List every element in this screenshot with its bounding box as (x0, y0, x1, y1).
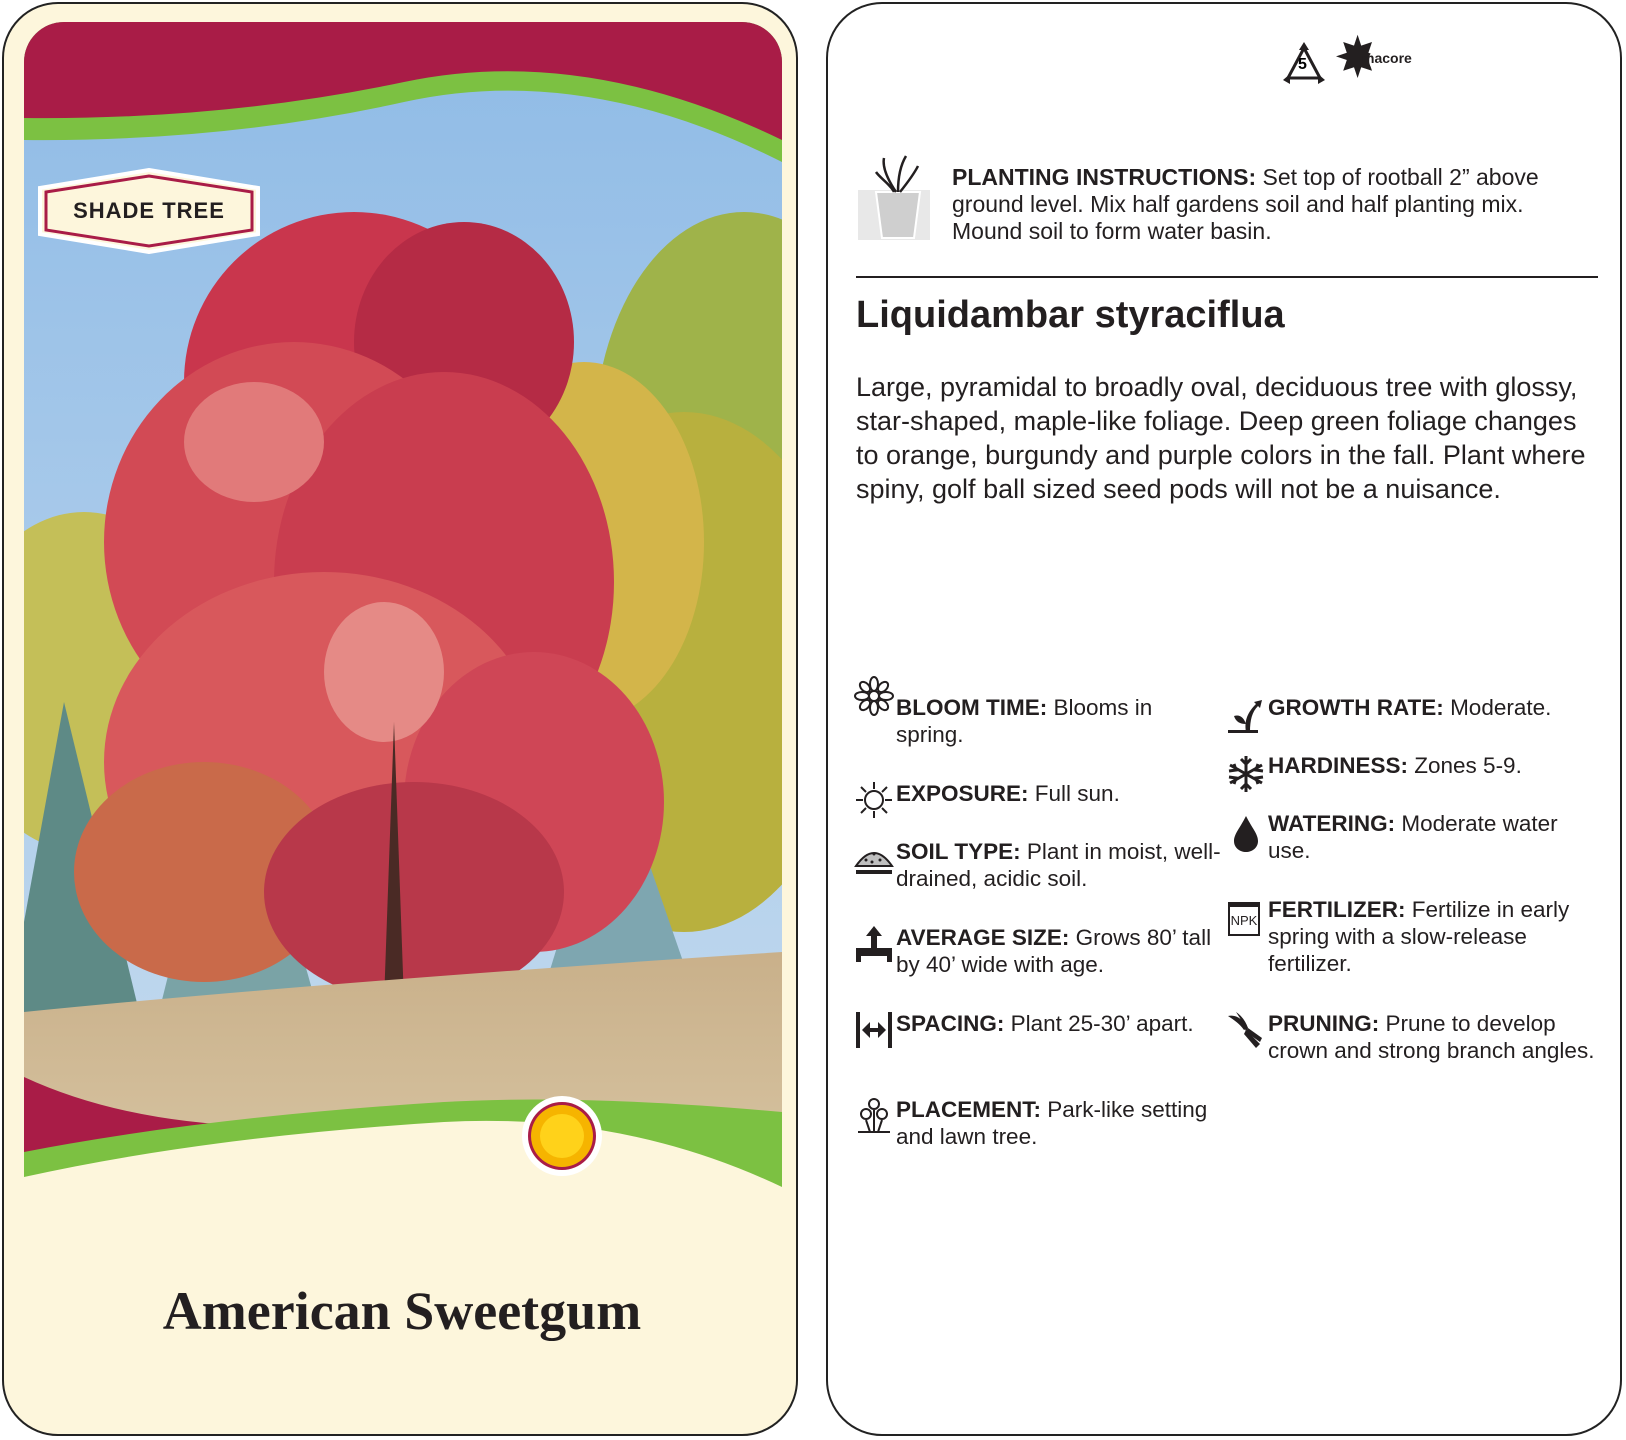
attr-hardiness (1268, 752, 1598, 779)
attr-average-size (896, 924, 1226, 978)
attr-label: BLOOM TIME: (896, 695, 1048, 720)
water-drop-icon (1226, 814, 1266, 854)
spacing-icon (854, 1010, 894, 1050)
attr-value: Moderate water use. (1268, 811, 1558, 863)
size-icon (854, 924, 894, 964)
npk-icon: NPK (1228, 902, 1260, 936)
attr-exposure (896, 780, 1226, 807)
attr-value: Grows 80’ tall by 40’ wide with age. (896, 925, 1212, 977)
attr-value: Full sun. (1028, 781, 1120, 806)
attr-fertilizer (1268, 896, 1598, 977)
soil-icon (854, 838, 894, 878)
front-card (2, 2, 798, 1436)
logos (1278, 30, 1418, 90)
snowflake-icon (1226, 754, 1266, 794)
description: Large, pyramidal to broadly oval, deciduous tree with glossy, star-shaped, maple-like foliage. Deep green foliage changes to orange, burgundy and purple colors in the fall. Plant where spiny, golf ball sized seed pods will not be a nuisance. (856, 372, 1586, 504)
attr-growth-rate (1268, 694, 1598, 721)
attr-value: Plant in moist, well-drained, acidic soil. (896, 839, 1221, 891)
sun-outline-icon (854, 780, 894, 820)
attr-label: EXPOSURE: (896, 781, 1029, 806)
category-badge (36, 168, 262, 254)
pruners-icon (1226, 1010, 1266, 1050)
attr-placement (896, 1096, 1226, 1150)
attr-label: PLACEMENT: (896, 1097, 1041, 1122)
attr-value: Blooms in spring. (896, 695, 1153, 747)
attr-label: SPACING: (896, 1011, 1005, 1036)
attr-value: Zones 5-9. (1408, 753, 1522, 778)
planting-pot-icon (858, 152, 930, 248)
flower-icon (854, 676, 894, 716)
attr-label: HARDINESS: (1268, 753, 1409, 778)
attr-label: GROWTH RATE: (1268, 695, 1444, 720)
attr-label: FERTILIZER: (1268, 897, 1406, 922)
attr-spacing (896, 1010, 1226, 1037)
growth-icon (1226, 694, 1266, 734)
attr-bloom-time (896, 694, 1226, 748)
attr-label: WATERING: (1268, 811, 1396, 836)
recycle-number: 5 (1298, 56, 1307, 73)
divider (856, 276, 1598, 278)
planting-label: PLANTING INSTRUCTIONS: (952, 164, 1257, 190)
attr-label: PRUNING: (1268, 1011, 1380, 1036)
brand-logo: macore (1362, 50, 1412, 66)
attr-value: Plant 25-30’ apart. (1004, 1011, 1194, 1036)
planting-instructions (952, 164, 1592, 245)
badge-label: SHADE TREE (73, 198, 225, 223)
attr-label: SOIL TYPE: (896, 839, 1021, 864)
attr-soil-type (896, 838, 1226, 892)
common-name: American Sweetgum (162, 1281, 642, 1341)
attr-value: Moderate. (1443, 695, 1552, 720)
botanical-name: Liquidambar styraciflua (856, 294, 1285, 336)
sun-icon (520, 1094, 604, 1178)
placement-icon (854, 1096, 894, 1136)
attr-value: Fertilize in early spring with a slow-release fertilizer. (1268, 897, 1570, 976)
attr-pruning (1268, 1010, 1598, 1064)
attr-watering (1268, 810, 1598, 864)
attr-value: Park-like setting and lawn tree. (896, 1097, 1208, 1149)
attr-label: AVERAGE SIZE: (896, 925, 1070, 950)
back-card (826, 2, 1622, 1436)
planting-text: Set top of rootball 2” above ground level. Mix half gardens soil and half planting mix. Mound soil to form water basin. (952, 164, 1539, 244)
attr-value: Prune to develop crown and strong branch angles. (1268, 1011, 1595, 1063)
